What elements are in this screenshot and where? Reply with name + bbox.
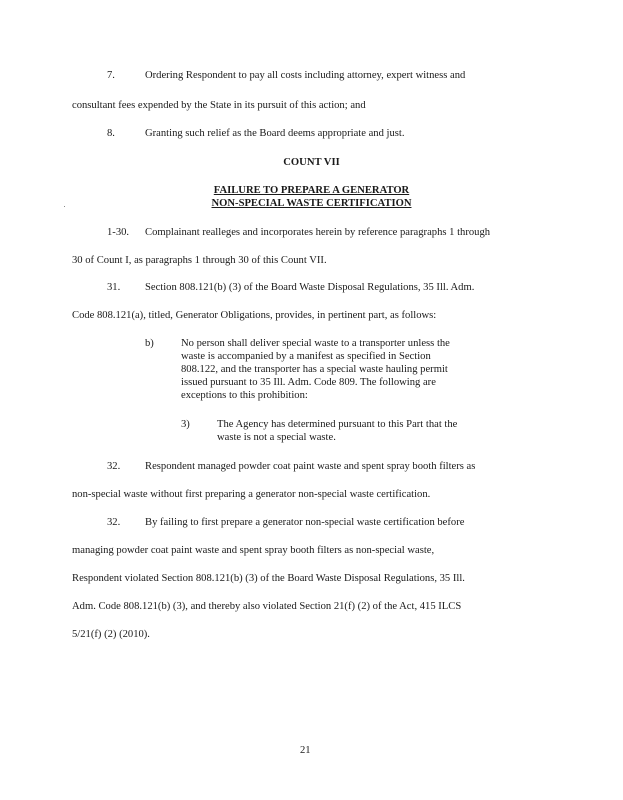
item-7-number: 7. [107, 70, 115, 81]
paragraph-32a-line-1: Respondent managed powder coat paint waste and spent spray booth filters as [145, 461, 476, 472]
quote-b-line-4: issued pursuant to 35 Ill. Adm. Code 809. The following are [181, 377, 436, 388]
paragraph-1-30-line-1: Complainant realleges and incorporates herein by reference paragraphs 1 through [145, 227, 491, 238]
quote-b-line-5: exceptions to this prohibition: [181, 390, 308, 401]
paragraph-32b-line-4: Adm. Code 808.121(b) (3), and thereby also violated Section 21(f) (2) of the Act, 415 ILCS [72, 601, 462, 612]
count-subtitle-line-1: FAILURE TO PREPARE A GENERATOR [213, 185, 410, 196]
item-7-line-1: Ordering Respondent to pay all costs including attorney, expert witness and [145, 70, 466, 81]
item-7-line-2: consultant fees expended by the State in its pursuit of this action; and [72, 100, 366, 111]
quote-b-line-2: waste is accompanied by a manifest as specified in Section [181, 351, 431, 362]
quote-3-label: 3) [181, 419, 190, 430]
paragraph-32b-line-5: 5/21(f) (2) (2010). [72, 629, 150, 640]
paragraph-31-line-2: Code 808.121(a), titled, Generator Obligations, provides, in pertinent part, as follows: [72, 310, 437, 321]
paragraph-1-30-number: 1-30. [107, 227, 130, 238]
quote-b-line-1: No person shall deliver special waste to a transporter unless the [181, 338, 450, 349]
quote-b-label: b) [145, 338, 154, 349]
paragraph-32b-line-2: managing powder coat paint waste and spent spray booth filters as non-special waste, [72, 545, 435, 556]
paragraph-31-number: 31. [107, 282, 121, 293]
paragraph-32a-number: 32. [107, 461, 121, 472]
quote-3-line-1: The Agency has determined pursuant to this Part that the [217, 419, 458, 430]
count-subtitle-line-2: NON-SPECIAL WASTE CERTIFICATION [211, 198, 412, 209]
page-number: 21 [300, 745, 311, 756]
paragraph-32b-line-3: Respondent violated Section 808.121(b) (3) of the Board Waste Disposal Regulations, 35 Ill. [72, 573, 465, 584]
quote-3-line-2: waste is not a special waste. [217, 432, 336, 443]
paragraph-32a-line-2: non-special waste without first preparing a generator non-special waste certification. [72, 489, 431, 500]
item-8-number: 8. [107, 128, 115, 139]
scan-speck [64, 206, 65, 207]
paragraph-1-30-line-2: 30 of Count I, as paragraphs 1 through 30 of this Count VII. [72, 255, 327, 266]
paragraph-31-line-1: Section 808.121(b) (3) of the Board Waste Disposal Regulations, 35 Ill. Adm. [145, 282, 475, 293]
count-title: COUNT VII [283, 157, 340, 168]
paragraph-32b-line-1: By failing to first prepare a generator non-special waste certification before [145, 517, 465, 528]
paragraph-32b-number: 32. [107, 517, 121, 528]
item-8-line-1: Granting such relief as the Board deems appropriate and just. [145, 128, 405, 139]
quote-b-line-3: 808.122, and the transporter has a special waste hauling permit [181, 364, 448, 375]
